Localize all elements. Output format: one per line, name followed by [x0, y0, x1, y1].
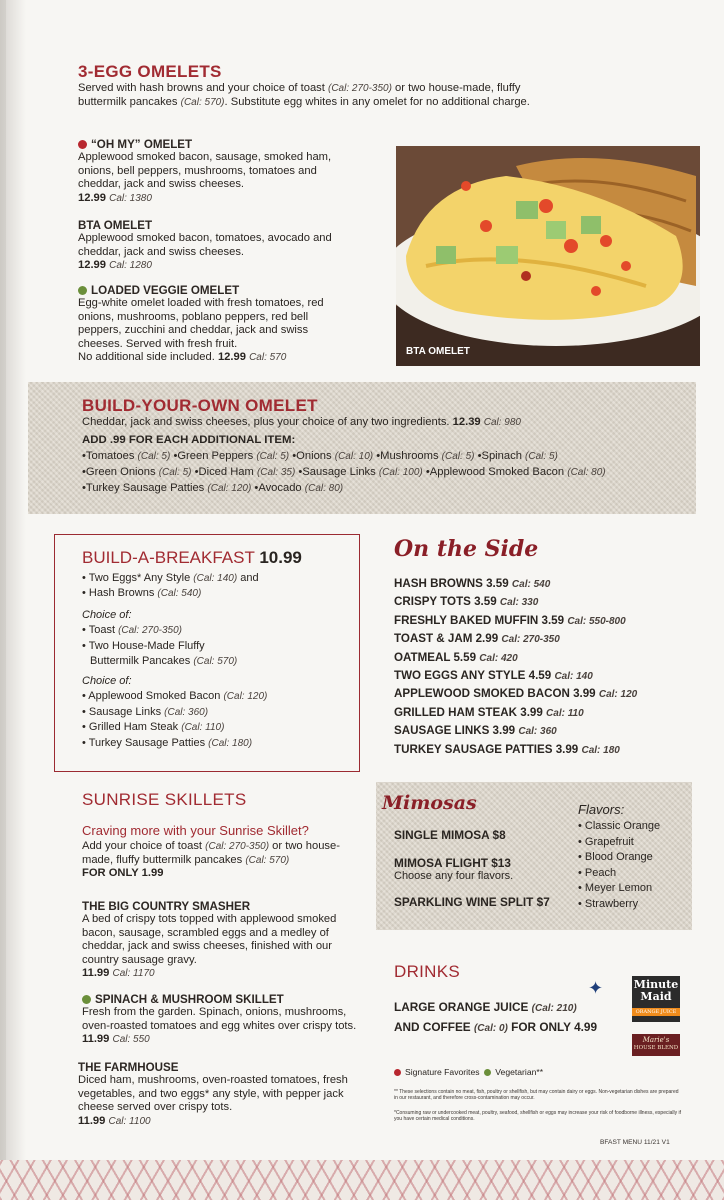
logo-text: Minute	[633, 978, 679, 991]
intro-cal: (Cal: 570)	[180, 96, 225, 108]
side-item	[394, 649, 714, 667]
logo-text: ORANGE JUICE	[632, 1008, 680, 1016]
side-item-cal: Cal: 550-800	[567, 615, 626, 627]
side-item-name: APPLEWOOD SMOKED BACON 3.99	[394, 687, 596, 701]
upsell-cal: (Cal: 270-350)	[205, 841, 270, 852]
bab-heading	[82, 548, 302, 568]
signature-icon	[78, 140, 87, 149]
logo-text: HOUSE BLEND	[633, 1045, 679, 1051]
ingredient: •Green Peppers	[173, 450, 254, 462]
side-item-cal: Cal: 120	[598, 689, 638, 701]
vegetarian-icon	[78, 286, 87, 295]
side-item-cal: Cal: 540	[511, 579, 551, 590]
intro-text: . Substitute egg whites in any omelet for no	[224, 95, 439, 108]
bab-cal: (Cal: 270-350)	[118, 625, 182, 637]
bab-choice-2	[82, 674, 352, 751]
item-cal: Cal: 550	[112, 1034, 150, 1046]
ingredient: •Applewood Smoked Bacon	[425, 466, 565, 478]
ingredient-cal: (Cal: 120)	[207, 483, 252, 494]
ingredient-cal: (Cal: 100)	[378, 467, 423, 478]
legend	[394, 1067, 543, 1077]
side-item-cal: Cal: 180	[581, 744, 620, 756]
side-item-cal: Cal: 330	[499, 597, 539, 609]
skillets-title: SUNRISE SKILLETS	[82, 790, 247, 809]
item-cal: Cal: 1280	[109, 260, 152, 272]
item-cal: Cal: 1170	[112, 968, 155, 980]
flavor-item: • Classic Orange	[578, 820, 661, 832]
omelets-intro	[78, 82, 548, 109]
photo-caption: BTA OMELET	[406, 346, 470, 357]
vegetarian-icon	[484, 1069, 491, 1076]
side-item	[394, 630, 714, 648]
bab-price: 10.99	[259, 548, 302, 567]
omelet-item	[78, 219, 348, 273]
ingredient: •Sausage Links	[298, 466, 376, 478]
drink-text: AND COFFEE	[394, 1020, 471, 1034]
item-price: 12.99	[78, 191, 106, 204]
skillets-upsell	[82, 840, 362, 881]
upsell-price: FOR ONLY 1.99	[82, 867, 164, 880]
item-name: SPINACH & MUSHROOM SKILLET	[95, 993, 284, 1006]
side-item	[394, 575, 714, 593]
intro-text: fluffy buttermilk pancakes	[78, 82, 521, 108]
item-description: A bed of crispy tots topped with applewood smoked bacon, sausage, scrambled eggs and a medley of cheddar, jack and swiss cheeses, finished with our country sausage gravy.	[82, 913, 337, 966]
item-name: “OH MY” OMELET	[91, 138, 193, 151]
bab-cal: (Cal: 360)	[164, 706, 209, 718]
item-description: Applewood smoked bacon, sausage, smoked ham, onions, bell peppers, mushrooms, tomatoes and cheddar, jack and swiss cheeses.	[78, 151, 332, 191]
upsell-text: or two	[272, 840, 303, 852]
bab-title: BUILD-A-BREAKFAST	[82, 548, 255, 567]
ingredient-cal: (Cal: 5)	[137, 451, 171, 462]
byo-text: Cheddar, jack and swiss cheeses, plus your choice of any two ingredients.	[82, 416, 450, 428]
side-item-name: SAUSAGE LINKS 3.99	[394, 724, 516, 738]
item-name: THE FARMHOUSE	[78, 1061, 179, 1074]
flavor-item: • Meyer Lemon	[578, 882, 653, 894]
side-item-name: GRILLED HAM STEAK 3.99	[394, 705, 543, 719]
item-cal: Cal: 570	[249, 352, 287, 364]
bab-line: • Grilled Ham Steak	[82, 721, 179, 734]
side-item	[394, 667, 714, 685]
ingredient-cal: (Cal: 80)	[304, 483, 344, 494]
side-title: On the Side	[394, 536, 539, 562]
bab-cal: (Cal: 180)	[208, 737, 253, 749]
item-description: Fresh from the garden. Spinach, onions, mushrooms, oven-roasted tomatoes and egg whites over crispy tots.	[82, 1006, 357, 1032]
ingredient-cal: (Cal: 35)	[256, 467, 296, 478]
ingredient: •Green Onions	[82, 466, 156, 478]
bab-line: Buttermilk Pancakes	[90, 655, 191, 668]
upsell-text: Add your choice of toast	[82, 840, 203, 852]
ingredient: •Spinach	[477, 450, 522, 462]
item-name: LOADED VEGGIE OMELET	[91, 284, 240, 297]
item-cal: Cal: 1100	[108, 1115, 151, 1127]
item-price: 11.99	[78, 1114, 106, 1127]
minute-maid-logo	[632, 976, 680, 1022]
side-item	[394, 685, 714, 703]
intro-cal: (Cal: 270-350)	[328, 83, 392, 94]
side-item-name: FRESHLY BAKED MUFFIN 3.59	[394, 613, 565, 627]
legend-label: Signature Favorites	[405, 1067, 480, 1077]
side-item	[394, 741, 714, 759]
flavor-item: • Grapefruit	[578, 835, 634, 848]
upsell-text: house-made, fluffy buttermilk pancakes	[82, 840, 340, 866]
side-item-name: HASH BROWNS 3.59	[394, 577, 509, 590]
logo-text: Maid	[640, 990, 672, 1003]
legend-label: Vegetarian**	[495, 1067, 544, 1077]
bab-cal: (Cal: 120)	[223, 691, 268, 703]
omelets-title: 3-EGG OMELETS	[78, 62, 222, 81]
menu-version-code: BFAST MENU 11/21 V1	[600, 1139, 670, 1146]
byo-add-label: ADD .99 FOR EACH ADDITIONAL ITEM:	[82, 434, 296, 446]
bab-cal: (Cal: 570)	[193, 656, 238, 668]
omelet-item	[78, 138, 348, 205]
side-item-name: OATMEAL 5.59	[394, 650, 477, 664]
raw-food-warning: *Consuming raw or undercooked meat, poultry, seafood, shellfish or eggs may increase your risk of foodborne illness, especially if you have certain medical conditions.	[394, 1110, 681, 1123]
sparkling-wine-split: SPARKLING WINE SPLIT $7	[394, 895, 550, 909]
skillet-item	[82, 900, 362, 981]
byo-title: BUILD-YOUR-OWN OMELET	[82, 396, 318, 415]
item-name: BTA OMELET	[78, 219, 153, 232]
ingredient-cal: (Cal: 5)	[158, 467, 192, 478]
bab-line: • Two Eggs* Any Style	[82, 572, 191, 584]
side-item-cal: Cal: 270-350	[501, 634, 560, 646]
bird-icon: ✦	[588, 978, 604, 998]
vegetarian-icon	[82, 995, 91, 1004]
mimosas-title: Mimosas	[382, 792, 477, 814]
bab-line: • Hash Browns	[82, 587, 155, 600]
ingredient: •Diced Ham	[194, 466, 254, 478]
side-item-cal: Cal: 420	[479, 652, 518, 664]
ingredient-cal: (Cal: 5)	[525, 451, 558, 462]
drinks-title: DRINKS	[394, 962, 461, 981]
intro-text: additional charge.	[441, 95, 530, 108]
side-item-name: TOAST & JAM 2.99	[394, 632, 499, 646]
flavors-list	[578, 819, 688, 912]
logo-text: Marie's	[642, 1036, 670, 1044]
mimosa-single: SINGLE MIMOSA $8	[394, 828, 506, 842]
omelet-item	[78, 284, 353, 365]
item-description: Egg-white omelet loaded with fresh tomatoes, red onions, mushrooms, poblano peppers, red bell peppers, zucchini and cheddar, jack and swiss cheeses. Served with fresh fruit.	[78, 297, 324, 350]
ingredient-cal: (Cal: 5)	[441, 451, 475, 462]
bab-cal: (Cal: 140)	[193, 573, 238, 584]
ingredient: •Avocado	[254, 482, 302, 494]
intro-text: or two house-made,	[395, 82, 494, 94]
side-item	[394, 593, 714, 611]
flavor-item: • Strawberry	[578, 897, 639, 910]
item-price: 11.99	[82, 967, 110, 980]
ingredient: •Turkey Sausage Patties	[82, 482, 205, 494]
side-item-cal: Cal: 110	[546, 707, 584, 719]
side-item	[394, 612, 714, 630]
byo-ingredients-line	[82, 466, 692, 480]
mimosa-flight-note: Choose any four flavors.	[394, 870, 514, 882]
flavor-item: • Peach	[578, 866, 617, 879]
omelet-illustration	[396, 146, 700, 366]
byo-ingredients-line	[82, 450, 692, 464]
skillet-item	[78, 1061, 363, 1128]
bab-line: • Applewood Smoked Bacon	[82, 690, 221, 703]
ingredient: •Tomatoes	[82, 450, 135, 462]
choice-label: Choice of:	[82, 609, 132, 621]
drink-cal: (Cal: 0)	[473, 1023, 508, 1034]
drink-cal: (Cal: 210)	[531, 1003, 577, 1014]
page-shadow	[0, 0, 26, 1200]
mimosa-flight: MIMOSA FLIGHT $13	[394, 856, 511, 870]
bab-cal: (Cal: 540)	[157, 588, 202, 600]
bab-line: • Sausage Links	[82, 705, 162, 718]
omelet-photo	[396, 146, 700, 366]
item-price: 12.99	[217, 351, 246, 364]
item-name: THE BIG COUNTRY SMASHER	[82, 900, 251, 913]
flavor-item: • Blood Orange	[578, 851, 653, 863]
choice-label: Choice of:	[82, 675, 132, 687]
ingredient: •Onions	[292, 450, 332, 462]
upsell-cal: (Cal: 570)	[245, 854, 290, 866]
item-description: Applewood smoked bacon, tomatoes, avocado and cheddar, jack and swiss cheeses.	[78, 232, 332, 258]
bab-cal: (Cal: 110)	[181, 722, 225, 734]
ingredient: •Mushrooms	[376, 450, 439, 462]
side-list	[394, 575, 714, 759]
side-item	[394, 704, 714, 722]
item-price: 11.99	[82, 1033, 110, 1046]
bab-line: and	[240, 572, 259, 584]
ingredient-cal: (Cal: 5)	[256, 451, 290, 462]
side-item-name: TURKEY SAUSAGE PATTIES 3.99	[394, 742, 579, 756]
bab-line: • Turkey Sausage Patties	[82, 736, 206, 749]
signature-icon	[394, 1069, 401, 1076]
skillets-craving: Craving more with your Sunrise Skillet?	[82, 823, 309, 838]
item-cal: Cal: 1380	[109, 192, 152, 204]
ingredient-cal: (Cal: 10)	[334, 451, 374, 462]
vegetarian-note: ** These selections contain no meat, fish, poultry or shellfish, but may contain dairy or eggs. Non-vegetarian dishes are prepared in our restaurant, and therefore cross-contamination may occur.	[394, 1089, 679, 1102]
bab-line: • Toast	[82, 624, 115, 637]
bab-base	[82, 571, 352, 602]
skillet-item	[82, 993, 362, 1047]
drink-text: FOR ONLY 4.99	[511, 1020, 598, 1034]
bab-choice-1	[82, 608, 352, 670]
intro-text: Served with hash browns and your choice of toast	[78, 82, 325, 94]
item-price: 12.99	[78, 259, 106, 272]
ingredient-cal: (Cal: 80)	[567, 467, 606, 478]
side-item-cal: Cal: 360	[518, 726, 557, 738]
byo-price: 12.39	[452, 416, 481, 428]
drink-text: LARGE ORANGE JUICE	[394, 1000, 529, 1014]
byo-cal: Cal: 980	[483, 417, 521, 428]
item-description: Diced ham, mushrooms, oven-roasted tomatoes, fresh vegetables, and two eggs* any style, with pepper jack cheese served over crispy tots.	[78, 1074, 348, 1114]
side-item	[394, 722, 714, 740]
bab-line: • Two House-Made Fluffy	[82, 639, 205, 652]
item-note: No additional side included.	[78, 351, 215, 364]
side-item-name: TWO EGGS ANY STYLE 4.59	[394, 669, 552, 683]
maries-house-blend-logo	[632, 1034, 680, 1056]
byo-description	[82, 416, 682, 430]
flavors-label: Flavors:	[578, 802, 625, 817]
side-item-cal: Cal: 140	[554, 671, 593, 683]
byo-ingredients-line	[82, 482, 692, 496]
side-item-name: CRISPY TOTS 3.59	[394, 595, 497, 609]
drinks-offer	[394, 998, 597, 1038]
decorative-border-pattern	[0, 1160, 724, 1200]
